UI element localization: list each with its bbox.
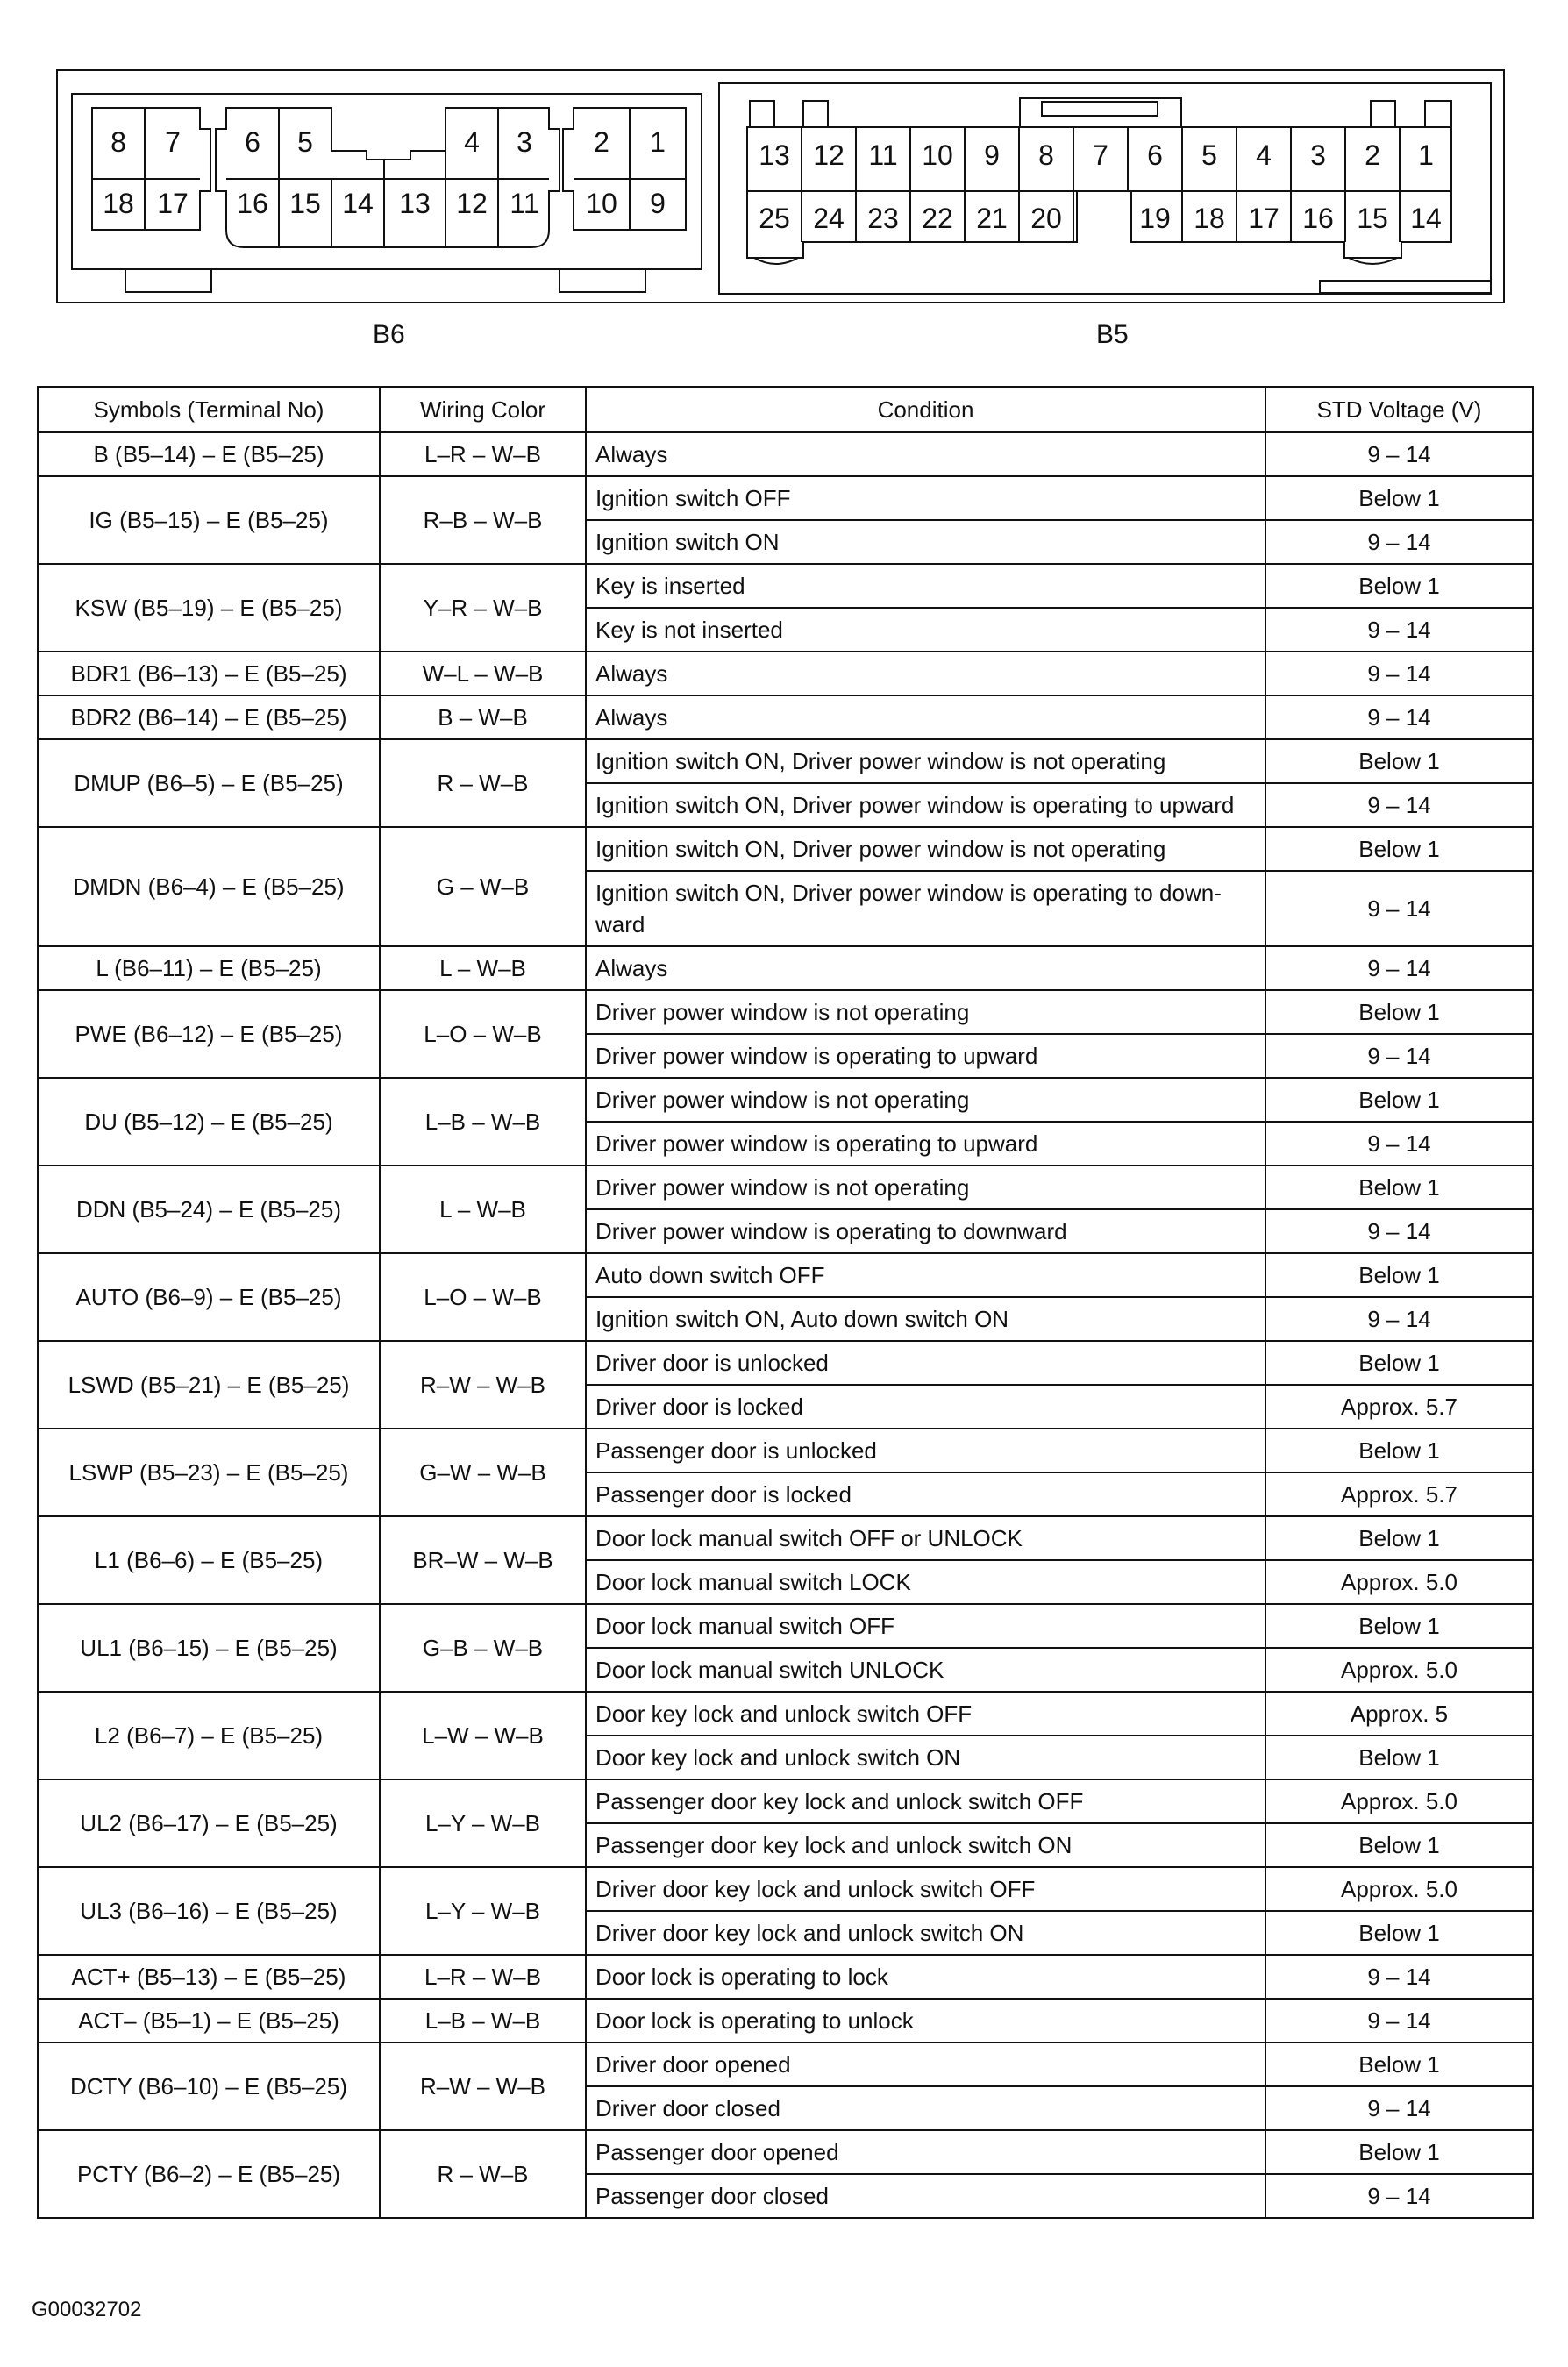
voltage-cell: Below 1	[1265, 1429, 1533, 1472]
condition-cell: Door lock manual switch UNLOCK	[586, 1648, 1265, 1692]
voltage-cell: Below 1	[1265, 827, 1533, 871]
wiring-color-cell: R – W–B	[380, 2130, 586, 2218]
voltage-cell: Below 1	[1265, 1736, 1533, 1779]
b6-bottom-terminal-11: 11	[510, 188, 539, 219]
header-wiring: Wiring Color	[380, 387, 586, 432]
table-row	[38, 1604, 1533, 1648]
voltage-cell: 9 – 14	[1265, 695, 1533, 739]
symbol-cell: LSWP (B5–23) – E (B5–25)	[38, 1429, 380, 1516]
table-row	[38, 1253, 1533, 1297]
condition-cell: Driver door is locked	[586, 1385, 1265, 1429]
wiring-color-cell: L–Y – W–B	[380, 1779, 586, 1867]
header-condition: Condition	[586, 387, 1265, 432]
symbol-cell: DMUP (B6–5) – E (B5–25)	[38, 739, 380, 827]
table-row	[38, 1341, 1533, 1385]
condition-cell: Door lock is operating to lock	[586, 1955, 1265, 1999]
table-row	[38, 432, 1533, 476]
table-header-row	[38, 387, 1533, 432]
b6-top-terminal-4: 4	[464, 126, 480, 158]
wiring-color-cell: L–O – W–B	[380, 1253, 586, 1341]
b5-bottom-terminal-16: 16	[1302, 203, 1334, 234]
condition-cell: Door lock is operating to unlock	[586, 1999, 1265, 2043]
wiring-color-cell: BR–W – W–B	[380, 1516, 586, 1604]
voltage-cell: 9 – 14	[1265, 2174, 1533, 2218]
condition-cell: Driver door closed	[586, 2086, 1265, 2130]
condition-cell: Driver door is unlocked	[586, 1341, 1265, 1385]
wiring-color-cell: G–W – W–B	[380, 1429, 586, 1516]
condition-cell: Driver door key lock and unlock switch ON	[586, 1911, 1265, 1955]
symbol-cell: UL3 (B6–16) – E (B5–25)	[38, 1867, 380, 1955]
wiring-color-cell: B – W–B	[380, 695, 586, 739]
table-row	[38, 1955, 1533, 1999]
symbol-cell: PCTY (B6–2) – E (B5–25)	[38, 2130, 380, 2218]
b6-label: B6	[373, 320, 405, 349]
b6-top-terminal-2: 2	[594, 126, 609, 158]
b5-bottom-terminal-24: 24	[813, 203, 845, 234]
b6-bottom-terminal-12: 12	[456, 188, 488, 219]
wiring-color-cell: L – W–B	[380, 1166, 586, 1253]
voltage-cell: 9 – 14	[1265, 2086, 1533, 2130]
b6-top-terminal-1: 1	[650, 126, 666, 158]
table-row	[38, 739, 1533, 783]
voltage-cell: Below 1	[1265, 2130, 1533, 2174]
header-voltage: STD Voltage (V)	[1265, 387, 1533, 432]
wiring-color-cell: L–B – W–B	[380, 1999, 586, 2043]
table-row	[38, 1867, 1533, 1911]
b6-bottom-terminal-15: 15	[289, 188, 321, 219]
b5-top-terminal-5: 5	[1201, 139, 1217, 171]
b5-label: B5	[1096, 320, 1129, 349]
voltage-cell: Below 1	[1265, 564, 1533, 608]
b5-bottom-terminal-20: 20	[1030, 203, 1062, 234]
condition-cell: Ignition switch ON, Driver power window is operating to upward	[586, 783, 1265, 827]
condition-cell: Driver door opened	[586, 2043, 1265, 2086]
condition-cell: Passenger door key lock and unlock switch OFF	[586, 1779, 1265, 1823]
b5-bottom-terminal-25: 25	[759, 203, 790, 234]
wiring-color-cell: L – W–B	[380, 946, 586, 990]
table-row	[38, 2043, 1533, 2086]
figure-code: G00032702	[32, 2298, 142, 2321]
b5-bottom-terminal-14: 14	[1410, 203, 1442, 234]
condition-cell: Driver power window is not operating	[586, 1078, 1265, 1122]
table-row	[38, 695, 1533, 739]
symbol-cell: L1 (B6–6) – E (B5–25)	[38, 1516, 380, 1604]
condition-cell: Ignition switch ON	[586, 520, 1265, 564]
voltage-cell: Below 1	[1265, 1823, 1533, 1867]
b6-top-terminal-6: 6	[245, 126, 260, 158]
symbol-cell: ACT+ (B5–13) – E (B5–25)	[38, 1955, 380, 1999]
voltage-cell: Below 1	[1265, 1166, 1533, 1209]
condition-cell: Always	[586, 695, 1265, 739]
b5-top-terminal-2: 2	[1365, 139, 1380, 171]
condition-cell: Driver power window is operating to upward	[586, 1122, 1265, 1166]
b5-bottom-terminal-15: 15	[1357, 203, 1388, 234]
wiring-color-cell: W–L – W–B	[380, 652, 586, 695]
wiring-color-cell: R–W – W–B	[380, 2043, 586, 2130]
symbol-cell: UL2 (B6–17) – E (B5–25)	[38, 1779, 380, 1867]
voltage-cell: 9 – 14	[1265, 1209, 1533, 1253]
b5-bottom-terminal-21: 21	[976, 203, 1008, 234]
condition-cell: Driver power window is not operating	[586, 990, 1265, 1034]
symbol-cell: PWE (B6–12) – E (B5–25)	[38, 990, 380, 1078]
table-row	[38, 652, 1533, 695]
symbol-cell: DMDN (B6–4) – E (B5–25)	[38, 827, 380, 946]
condition-cell: Passenger door key lock and unlock switch ON	[586, 1823, 1265, 1867]
voltage-cell: Below 1	[1265, 1253, 1533, 1297]
voltage-cell: Below 1	[1265, 476, 1533, 520]
voltage-cell: Below 1	[1265, 1604, 1533, 1648]
b5-bottom-terminal-19: 19	[1139, 203, 1171, 234]
b6-bottom-terminal-14: 14	[342, 188, 374, 219]
condition-cell: Passenger door closed	[586, 2174, 1265, 2218]
voltage-cell: Approx. 5.0	[1265, 1867, 1533, 1911]
voltage-cell: Approx. 5.0	[1265, 1560, 1533, 1604]
b5-top-terminal-8: 8	[1038, 139, 1054, 171]
wiring-color-cell: L–B – W–B	[380, 1078, 586, 1166]
voltage-cell: 9 – 14	[1265, 520, 1533, 564]
b6-bottom-terminal-17: 17	[157, 188, 189, 219]
symbol-cell: DU (B5–12) – E (B5–25)	[38, 1078, 380, 1166]
table-row	[38, 1779, 1533, 1823]
voltage-cell: 9 – 14	[1265, 783, 1533, 827]
condition-cell: Auto down switch OFF	[586, 1253, 1265, 1297]
table-row	[38, 946, 1533, 990]
voltage-cell: Below 1	[1265, 1911, 1533, 1955]
voltage-cell: Below 1	[1265, 1078, 1533, 1122]
wiring-color-cell: Y–R – W–B	[380, 564, 586, 652]
voltage-cell: 9 – 14	[1265, 608, 1533, 652]
voltage-cell: Below 1	[1265, 1516, 1533, 1560]
b6-top-terminal-8: 8	[110, 126, 126, 158]
voltage-cell: Approx. 5.7	[1265, 1472, 1533, 1516]
condition-cell: Passenger door is locked	[586, 1472, 1265, 1516]
condition-cell: Ignition switch ON, Driver power window is not operating	[586, 739, 1265, 783]
voltage-cell: 9 – 14	[1265, 1122, 1533, 1166]
b5-top-terminal-12: 12	[813, 139, 845, 171]
condition-cell: Driver door key lock and unlock switch OFF	[586, 1867, 1265, 1911]
symbol-cell: ACT– (B5–1) – E (B5–25)	[38, 1999, 380, 2043]
voltage-cell: 9 – 14	[1265, 432, 1533, 476]
voltage-cell: 9 – 14	[1265, 1034, 1533, 1078]
condition-cell: Door lock manual switch LOCK	[586, 1560, 1265, 1604]
symbol-cell: UL1 (B6–15) – E (B5–25)	[38, 1604, 380, 1692]
b6-top-terminal-3: 3	[517, 126, 532, 158]
wiring-color-cell: R–B – W–B	[380, 476, 586, 564]
symbol-cell: L (B6–11) – E (B5–25)	[38, 946, 380, 990]
condition-cell: Always	[586, 946, 1265, 990]
condition-cell: Key is not inserted	[586, 608, 1265, 652]
condition-cell: Door lock manual switch OFF	[586, 1604, 1265, 1648]
b5-bottom-terminal-18: 18	[1194, 203, 1225, 234]
wiring-color-cell: L–O – W–B	[380, 990, 586, 1078]
condition-cell: Driver power window is not operating	[586, 1166, 1265, 1209]
b5-top-terminal-7: 7	[1093, 139, 1108, 171]
b5-terminal-numbers	[759, 139, 1442, 234]
voltage-cell: 9 – 14	[1265, 652, 1533, 695]
symbol-cell: DCTY (B6–10) – E (B5–25)	[38, 2043, 380, 2130]
table-row	[38, 1078, 1533, 1122]
voltage-cell: 9 – 14	[1265, 871, 1533, 946]
symbol-cell: LSWD (B5–21) – E (B5–25)	[38, 1341, 380, 1429]
voltage-cell: Approx. 5.0	[1265, 1779, 1533, 1823]
condition-cell: Passenger door is unlocked	[586, 1429, 1265, 1472]
voltage-cell: Below 1	[1265, 739, 1533, 783]
b5-top-terminal-3: 3	[1310, 139, 1326, 171]
b5-connector	[719, 83, 1491, 294]
condition-cell: Always	[586, 432, 1265, 476]
b5-bottom-terminal-17: 17	[1248, 203, 1279, 234]
condition-cell: Ignition switch OFF	[586, 476, 1265, 520]
condition-cell: Passenger door opened	[586, 2130, 1265, 2174]
voltage-cell: 9 – 14	[1265, 1297, 1533, 1341]
condition-cell: Ignition switch ON, Driver power window is operating to down-ward	[586, 871, 1265, 946]
symbol-cell: L2 (B6–7) – E (B5–25)	[38, 1692, 380, 1779]
table-row	[38, 1166, 1533, 1209]
b6-top-terminal-5: 5	[297, 126, 313, 158]
b6-bottom-terminal-16: 16	[237, 188, 268, 219]
voltage-cell: 9 – 14	[1265, 1999, 1533, 2043]
voltage-cell: 9 – 14	[1265, 1955, 1533, 1999]
condition-cell: Door key lock and unlock switch ON	[586, 1736, 1265, 1779]
table-row	[38, 1516, 1533, 1560]
condition-cell: Ignition switch ON, Auto down switch ON	[586, 1297, 1265, 1341]
voltage-cell: Below 1	[1265, 1341, 1533, 1385]
header-symbol: Symbols (Terminal No)	[38, 387, 380, 432]
symbol-cell: AUTO (B6–9) – E (B5–25)	[38, 1253, 380, 1341]
voltage-cell: Approx. 5	[1265, 1692, 1533, 1736]
b5-top-terminal-1: 1	[1418, 139, 1434, 171]
table-row	[38, 564, 1533, 608]
table-row	[38, 1692, 1533, 1736]
condition-cell: Driver power window is operating to upward	[586, 1034, 1265, 1078]
condition-cell: Door lock manual switch OFF or UNLOCK	[586, 1516, 1265, 1560]
condition-cell: Door key lock and unlock switch OFF	[586, 1692, 1265, 1736]
wiring-color-cell: L–W – W–B	[380, 1692, 586, 1779]
condition-cell: Key is inserted	[586, 564, 1265, 608]
b6-bottom-terminal-9: 9	[650, 188, 666, 219]
voltage-cell: Below 1	[1265, 2043, 1533, 2086]
b6-bottom-terminal-10: 10	[586, 188, 617, 219]
b6-top-terminal-7: 7	[165, 126, 181, 158]
table-row	[38, 990, 1533, 1034]
voltage-cell: Below 1	[1265, 990, 1533, 1034]
wiring-color-cell: L–R – W–B	[380, 432, 586, 476]
b5-top-terminal-4: 4	[1256, 139, 1272, 171]
b5-bottom-terminal-23: 23	[867, 203, 899, 234]
table-row	[38, 1999, 1533, 2043]
condition-cell: Driver power window is operating to downward	[586, 1209, 1265, 1253]
symbol-cell: DDN (B5–24) – E (B5–25)	[38, 1166, 380, 1253]
b6-bottom-terminal-18: 18	[103, 188, 134, 219]
b5-bottom-terminal-22: 22	[922, 203, 953, 234]
voltage-cell: Approx. 5.7	[1265, 1385, 1533, 1429]
voltage-cell: 9 – 14	[1265, 946, 1533, 990]
wiring-color-cell: G–B – W–B	[380, 1604, 586, 1692]
b5-top-terminal-11: 11	[868, 139, 898, 171]
b6-bottom-terminal-13: 13	[399, 188, 431, 219]
symbol-cell: KSW (B5–19) – E (B5–25)	[38, 564, 380, 652]
table-row	[38, 2130, 1533, 2174]
condition-cell: Ignition switch ON, Driver power window is not operating	[586, 827, 1265, 871]
symbol-cell: BDR1 (B6–13) – E (B5–25)	[38, 652, 380, 695]
wiring-color-cell: L–R – W–B	[380, 1955, 586, 1999]
wiring-color-cell: R – W–B	[380, 739, 586, 827]
symbol-cell: IG (B5–15) – E (B5–25)	[38, 476, 380, 564]
terminal-voltage-table	[37, 386, 1534, 2219]
symbol-cell: BDR2 (B6–14) – E (B5–25)	[38, 695, 380, 739]
wiring-color-cell: R–W – W–B	[380, 1341, 586, 1429]
connector-diagram	[0, 0, 1568, 316]
symbol-cell: B (B5–14) – E (B5–25)	[38, 432, 380, 476]
voltage-cell: Approx. 5.0	[1265, 1648, 1533, 1692]
condition-cell: Always	[586, 652, 1265, 695]
b5-top-terminal-9: 9	[984, 139, 1000, 171]
table-row	[38, 1429, 1533, 1472]
b5-top-terminal-10: 10	[922, 139, 953, 171]
wiring-color-cell: L–Y – W–B	[380, 1867, 586, 1955]
table-row	[38, 476, 1533, 520]
b5-top-terminal-13: 13	[759, 139, 790, 171]
table-row	[38, 827, 1533, 871]
b5-top-terminal-6: 6	[1147, 139, 1163, 171]
wiring-color-cell: G – W–B	[380, 827, 586, 946]
